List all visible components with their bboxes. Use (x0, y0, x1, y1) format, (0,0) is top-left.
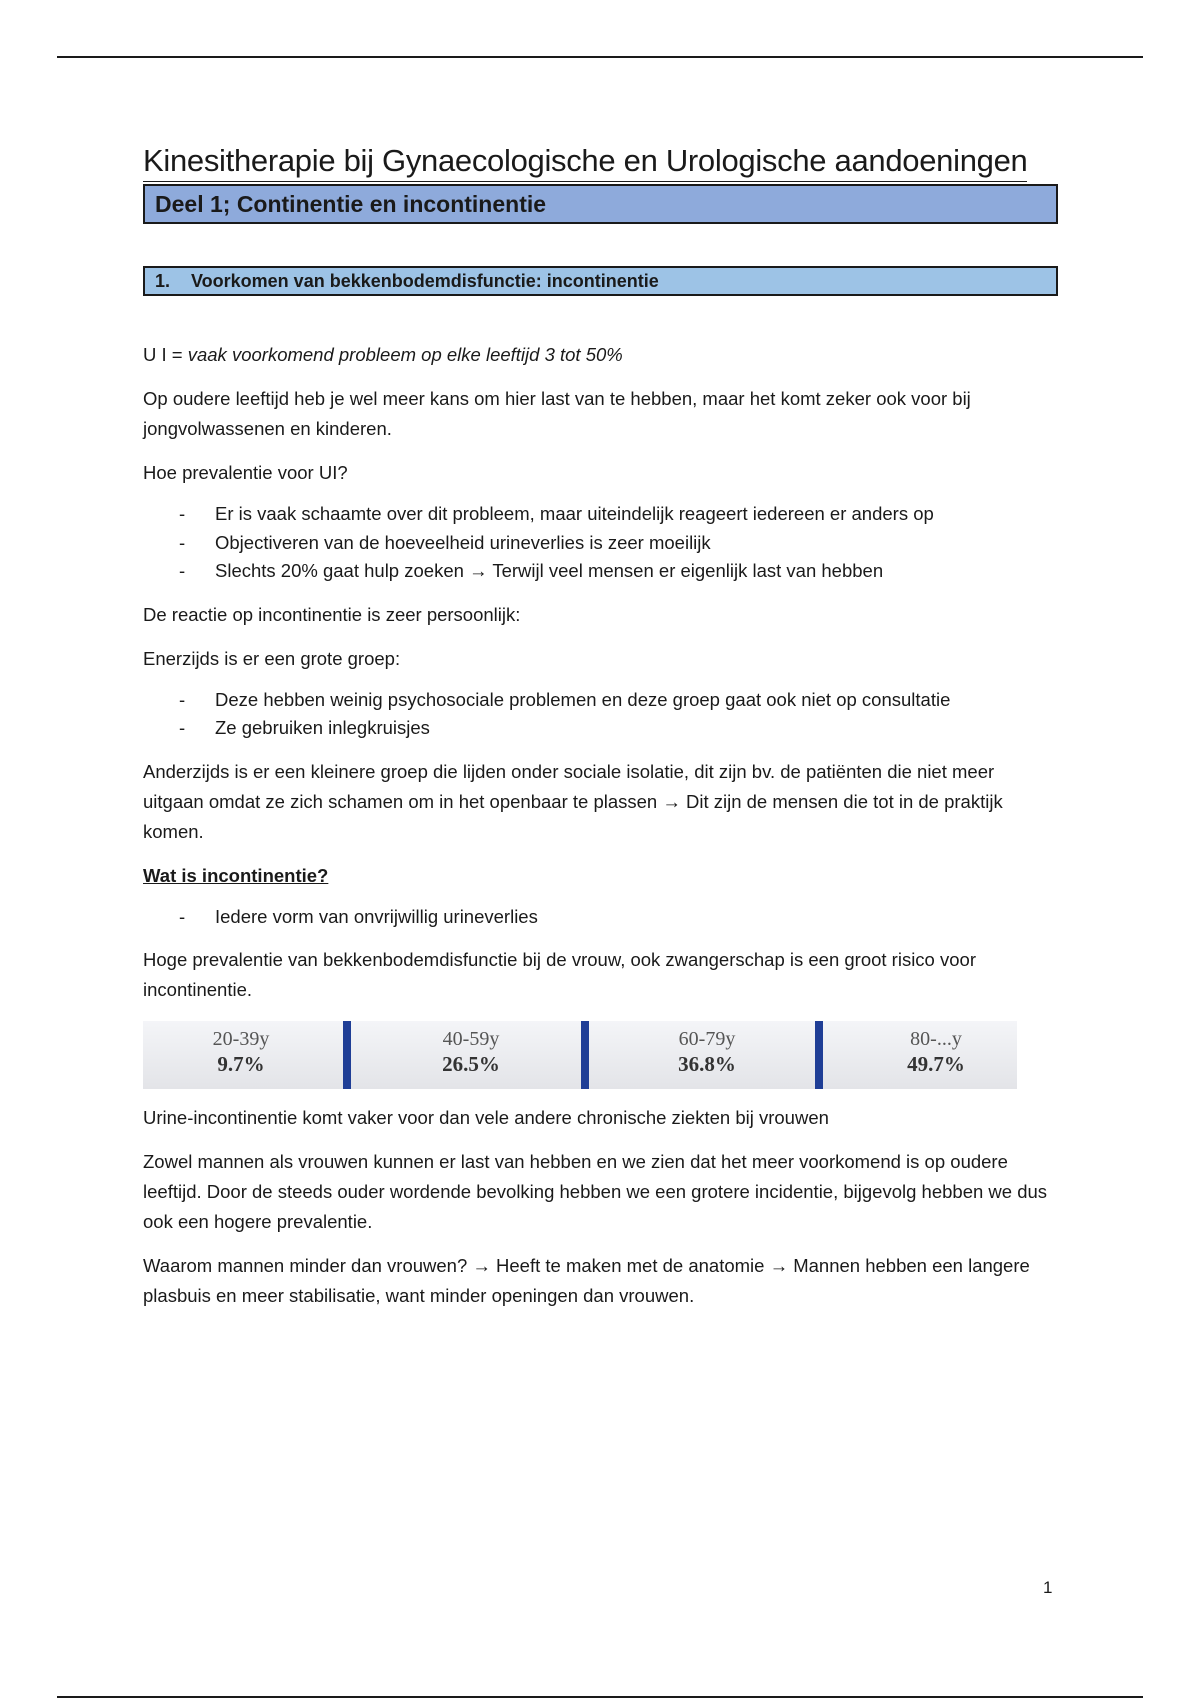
list-item: - Ze gebruiken inlegkruisjes (143, 714, 1058, 743)
stat-cell (627, 1027, 787, 1077)
lead-prefix: U I = (143, 344, 188, 366)
paragraph-high-prevalence: Hoge prevalentie van bekkenbodemdisfunctie bij de vrouw, ook zwangerschap is een groot risico voor incontinentie. (143, 949, 976, 1001)
prevalence-list (143, 500, 1058, 586)
page-content (143, 142, 1058, 1311)
list-item: - Deze hebben weinig psychosociale problemen en deze groep gaat ook niet op consultatie (143, 686, 1058, 715)
incontinence-heading: Wat is incontinentie? (143, 864, 329, 886)
paragraph-chronic: Urine-incontinentie komt vaker voor dan vele andere chronische ziekten bij vrouwen (143, 1107, 829, 1129)
part-heading: Deel 1; Continentie en incontinentie (143, 184, 1058, 224)
stat-divider (581, 1021, 589, 1089)
list-item: - Iedere vorm van onvrijwillig urineverlies (143, 903, 1058, 932)
stat-cell (161, 1027, 321, 1077)
stat-age: 20-39y (212, 1028, 270, 1051)
stat-divider (815, 1021, 823, 1089)
lead-italic: vaak voorkomend probleem op elke leeftijd 3 tot 50% (187, 344, 623, 366)
definition-list (143, 903, 1058, 932)
stat-percentage: 49.7% (907, 1052, 965, 1077)
paragraph-age: Op oudere leeftijd heb je wel meer kans om hier last van te hebben, maar het komt zeker ook voor bij jongvolwassenen en kinderen. (143, 388, 971, 440)
section-number: 1. (155, 271, 171, 292)
stat-age: 40-59y (442, 1028, 500, 1051)
paragraph-small-group: Anderzijds is er een kleinere groep die lijden onder sociale isolatie, dit zijn bv. de patiënten die niet meer uitgaan omdat ze zich schamen om in het openbaar te plassen → Dit zijn de mensen die tot in de praktijk komen. (143, 760, 1003, 842)
stat-percentage: 36.8% (678, 1052, 736, 1077)
section-heading (143, 266, 1058, 296)
prevalence-age-table (143, 1021, 1017, 1089)
section-title: Voorkomen van bekkenbodemdisfunctie: incontinentie (191, 271, 659, 292)
paragraph-prevalence-question: Hoe prevalentie voor UI? (143, 462, 348, 484)
page-number: 1 (1043, 1578, 1053, 1597)
list-item: - Slechts 20% gaat hulp zoeken → Terwijl veel mensen er eigenlijk last van hebben (143, 557, 1058, 586)
list-item: - Objectiveren van de hoeveelheid urineverlies is zeer moeilijk (143, 529, 1058, 558)
large-group-list (143, 686, 1058, 743)
paragraph-anatomy: Waarom mannen minder dan vrouwen? → Heeft te maken met de anatomie → Mannen hebben een langere plasbuis en meer stabilisatie, want minder openingen dan vrouwen. (143, 1255, 1030, 1307)
footer-rule (57, 1696, 1143, 1698)
document-title: Kinesitherapie bij Gynaecologische en Urologische aandoeningen (143, 142, 1027, 182)
stat-cell (391, 1027, 551, 1077)
stat-cell (856, 1027, 1016, 1077)
stat-divider (343, 1021, 351, 1089)
stat-percentage: 26.5% (442, 1052, 500, 1077)
lead-paragraph (143, 340, 1058, 370)
paragraph-reaction: De reactie op incontinentie is zeer persoonlijk: (143, 603, 521, 625)
stat-percentage: 9.7% (217, 1052, 265, 1077)
list-item: - Er is vaak schaamte over dit probleem, maar uiteindelijk reageert iedereen er anders op (143, 500, 1058, 529)
paragraph-men-women: Zowel mannen als vrouwen kunnen er last van hebben en we zien dat het meer voorkomend is op oudere leeftijd. Door de steeds ouder wordende bevolking hebben we een grotere incidentie, bijgevolg hebben we dus ook een hogere prevalentie. (143, 1151, 1048, 1233)
stat-age: 80-...y (910, 1028, 962, 1051)
paragraph-large-group: Enerzijds is er een grote groep: (143, 647, 401, 669)
stat-age: 60-79y (678, 1028, 736, 1051)
header-rule (57, 56, 1143, 58)
